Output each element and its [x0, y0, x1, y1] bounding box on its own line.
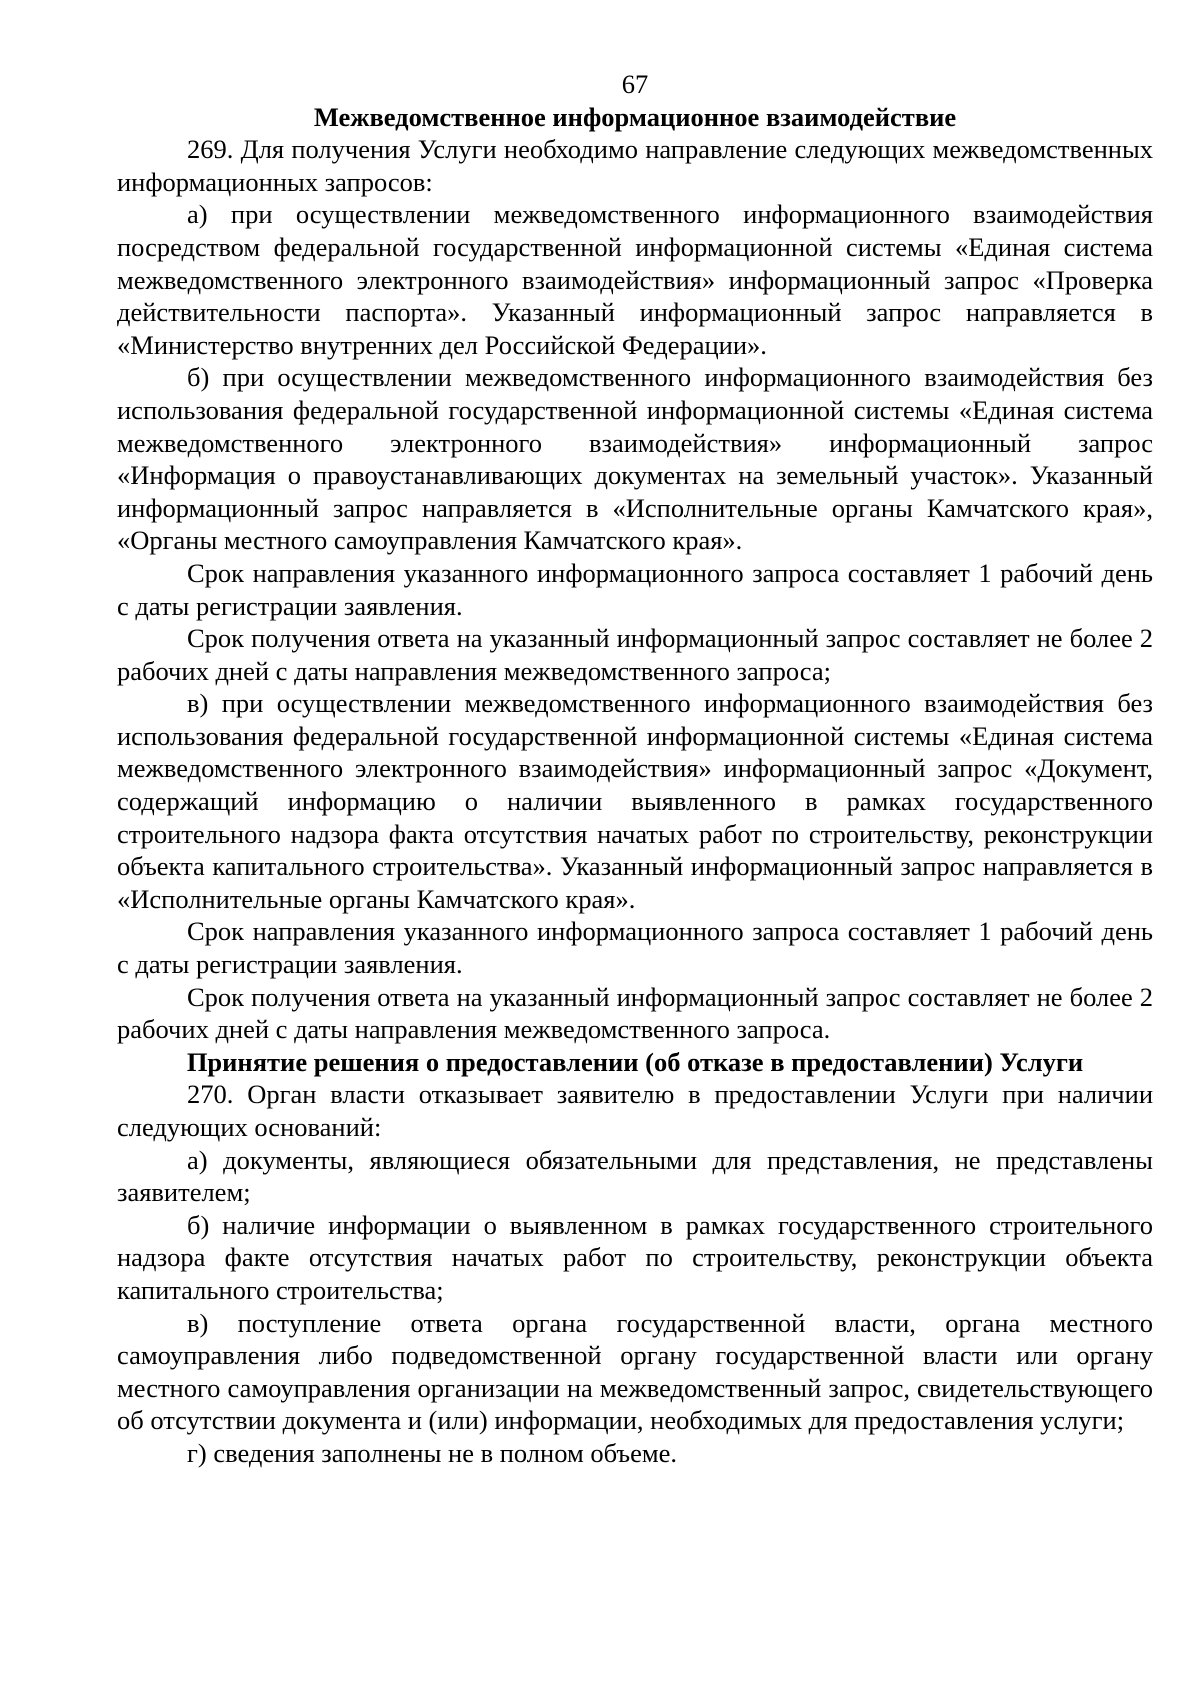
page-number: 67	[621, 69, 649, 99]
paragraph-269-v: в) при осуществлении межведомственного информационного взаимодействия без использования федеральной государственной информационной системы «Единая система межведомственного электронного взаимодействия» информационный запрос «Документ, содержащий информацию о наличии выявленного в рамках государственного строительного надзора факта отсутствия начатых работ по строительству, реконструкции объекта капитального строительства». Указанный информационный запрос направляется в «Исполнительные органы Камчатского края».	[117, 688, 1153, 914]
paragraph-270-v: в) поступление ответа органа государственной власти, органа местного самоуправления либо подведомственной органу государственной власти или органу местного самоуправления организации на межведомственный запрос, свидетельствующего об отсутствии документа и (или) информации, необходимых для предоставления услуги;	[117, 1307, 1153, 1436]
paragraph-269-v-response-term: Срок получения ответа на указанный информационный запрос составляет не более 2 рабочих дней с даты направления межведомственного запроса.	[117, 981, 1153, 1045]
paragraph-270-a: а) документы, являющиеся обязательными для представления, не представлены заявителем;	[117, 1144, 1153, 1208]
paragraph-270-b: б) наличие информации о выявленном в рамках государственного строительного надзора факте отсутствия начатых работ по строительству, реконструкции объекта капитального строительства;	[117, 1209, 1153, 1305]
document-page	[117, 68, 1153, 1470]
paragraph-269-v-send-term: Срок направления указанного информационного запроса составляет 1 рабочий день с даты регистрации заявления.	[117, 916, 1153, 980]
section-heading-decision: Принятие решения о предоставлении (об отказе в предоставлении) Услуги	[186, 1046, 1084, 1077]
section-heading-interagency: Межведомственное информационное взаимодействие	[313, 101, 957, 132]
paragraph-269-b-response-term: Срок получения ответа на указанный информационный запрос составляет не более 2 рабочих дней с даты направления межведомственного запроса;	[117, 623, 1153, 686]
paragraph-269-b-send-term: Срок направления указанного информационного запроса составляет 1 рабочий день с даты регистрации заявления.	[117, 557, 1153, 621]
paragraph-269-a: а) при осуществлении межведомственного информационного взаимодействия посредством федеральной государственной информационной системы «Единая система межведомственного электронного взаимодействия» информационный запрос «Проверка действительности паспорта». Указанный информационный запрос направляется в «Министерство внутренних дел Российской Федерации».	[117, 199, 1153, 360]
paragraph-270-g: г) сведения заполнены не в полном объеме.	[187, 1437, 678, 1468]
paragraph-269: 269. Для получения Услуги необходимо направление следующих межведомственных информационных запросов:	[117, 134, 1153, 197]
paragraph-270: 270. Орган власти отказывает заявителю в предоставлении Услуги при наличии следующих оснований:	[117, 1079, 1153, 1142]
paragraph-269-b: б) при осуществлении межведомственного информационного взаимодействия без использования федеральной государственной информационной системы «Единая система межведомственного электронного взаимодействия» информационный запрос «Информация о правоустанавливающих документах на земельный участок». Указанный информационный запрос направляется в «Исполнительные органы Камчатского края», «Органы местного самоуправления Камчатского края».	[117, 362, 1153, 556]
